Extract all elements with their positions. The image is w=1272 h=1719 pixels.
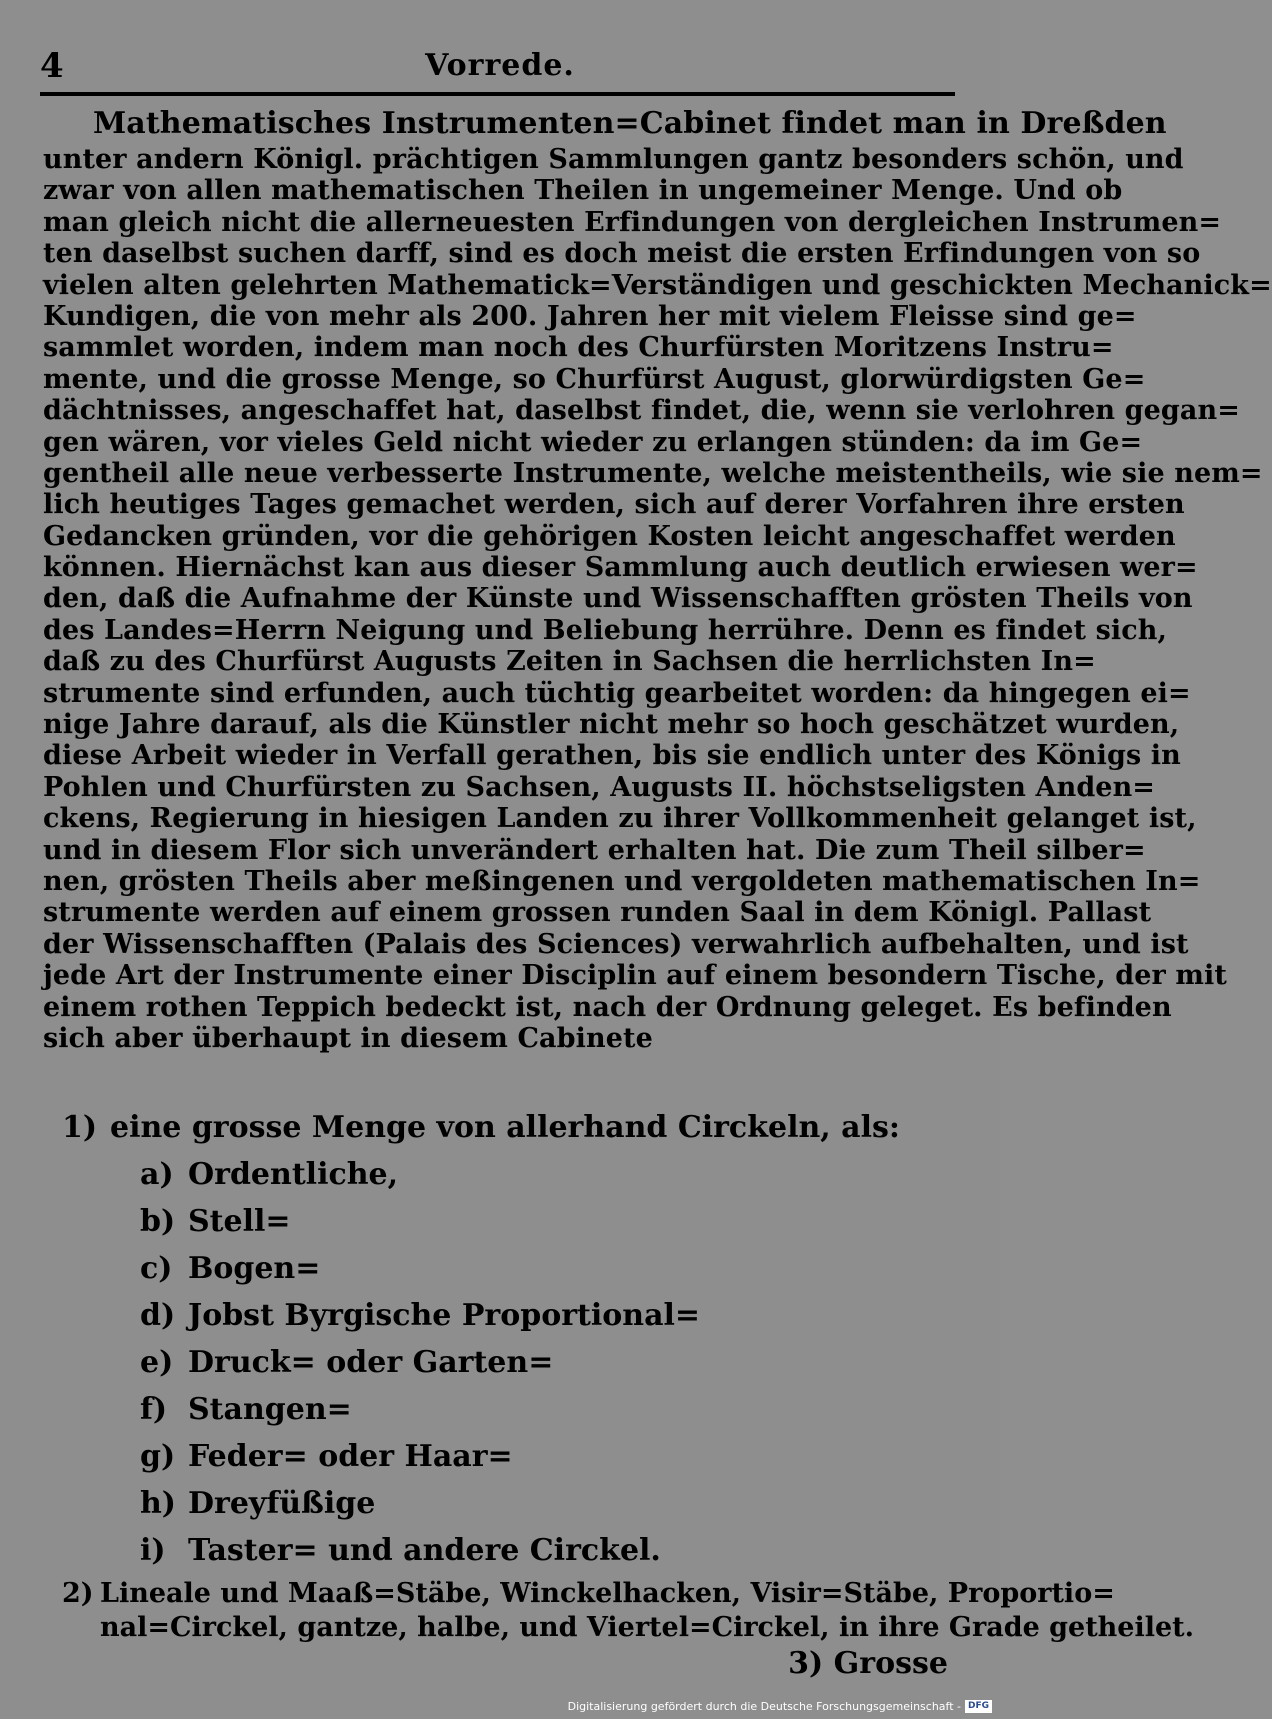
sub-item-b <box>140 1202 291 1242</box>
sub-item-text: Ordentliche, <box>188 1157 399 1192</box>
paragraph-line: zwar von allen mathematischen Theilen in ungemeiner Menge. Und ob <box>43 175 1123 207</box>
paragraph-line: dächtnisses, angeschaffet hat, daselbst findet, die, wenn sie verlohren gegan= <box>43 395 1240 427</box>
sub-item-a <box>140 1155 398 1195</box>
paragraph-line: und in diesem Flor sich unverändert erhalten hat. Die zum Theil silber= <box>43 834 1146 866</box>
sub-item-text: Jobst Byrgische Proportional= <box>188 1298 701 1333</box>
paragraph-line: können. Hiernächst kan aus dieser Sammlung auch deutlich erwiesen wer= <box>43 552 1198 584</box>
sub-marker: g) <box>140 1439 176 1474</box>
list-item-text-line2: nal=Circkel, gantze, halbe, und Viertel=Circkel, in ihre Grade getheilet. <box>100 1612 1195 1643</box>
sub-marker: i) <box>140 1533 166 1568</box>
sub-item-e <box>140 1343 553 1383</box>
paragraph-line: ckens, Regierung in hiesigen Landen zu ihrer Vollkommenheit gelanget ist, <box>43 803 1197 835</box>
paragraph-line: strumente werden auf einem grossen runden Saal in dem Königl. Pallast <box>43 897 1152 929</box>
page-number: 4 <box>40 46 64 86</box>
sub-item-f <box>140 1390 352 1430</box>
paragraph-line: daß zu des Churfürst Augusts Zeiten in Sachsen die herrlichsten In= <box>43 646 1096 678</box>
paragraph-line: lich heutiges Tages gemachet werden, sich auf derer Vorfahren ihre ersten <box>43 489 1185 521</box>
footer-text: Digitalisierung gefördert durch die Deutsche Forschungsgemeinschaft - <box>567 1700 961 1713</box>
sub-item-text: Bogen= <box>188 1251 321 1286</box>
dfg-logo: DFG <box>965 1700 992 1713</box>
sub-marker: d) <box>140 1298 176 1333</box>
paragraph-line: Mathematisches Instrumenten=Cabinet findet man in Dreßden <box>93 106 1167 141</box>
sub-item-h <box>140 1484 375 1524</box>
paragraph-line: nen, grösten Theils aber meßingenen und vergoldeten mathematischen In= <box>43 865 1201 897</box>
paragraph-line: Gedancken gründen, vor die gehörigen Kosten leicht angeschaffet werden <box>43 520 1176 552</box>
paragraph-line: man gleich nicht die allerneuesten Erfindungen von dergleichen Instrumen= <box>43 206 1222 238</box>
catchword: 3) Grosse <box>788 1646 948 1681</box>
paragraph-line: sich aber überhaupt in diesem Cabinete <box>43 1022 653 1054</box>
running-title: Vorrede. <box>425 48 575 83</box>
paragraph-line: diese Arbeit wieder in Verfall gerathen, bis sie endlich unter des Königs in <box>43 740 1181 772</box>
sub-item-c <box>140 1249 320 1289</box>
list-item-text: eine grosse Menge von allerhand Circkeln, als: <box>110 1110 900 1145</box>
digitization-footer <box>568 1700 992 1713</box>
body-paragraph <box>43 104 1272 1054</box>
header-rule <box>40 92 955 96</box>
sub-marker: f) <box>140 1392 168 1427</box>
sub-item-text: Feder= oder Haar= <box>188 1439 513 1474</box>
paragraph-line: jede Art der Instrumente einer Disciplin auf einem besondern Tische, der mit <box>43 960 1227 992</box>
paragraph-line: vielen alten gelehrten Mathematick=Verständigen und geschickten Mechanick= <box>43 269 1272 301</box>
paragraph-line: gentheil alle neue verbesserte Instrumente, welche meistentheils, wie sie nem= <box>43 457 1263 489</box>
sub-marker: c) <box>140 1251 173 1286</box>
paragraph-line: gen wären, vor vieles Geld nicht wieder zu erlangen stünden: da im Ge= <box>43 426 1143 458</box>
list-item-2 <box>62 1577 1195 1645</box>
sub-marker: b) <box>140 1204 176 1239</box>
sub-marker: a) <box>140 1157 174 1192</box>
list-marker: 1) <box>62 1110 98 1145</box>
list-item-text-line1: Lineale und Maaß=Stäbe, Winckelhacken, Visir=Stäbe, Proportio= <box>100 1578 1115 1609</box>
list-item-1 <box>62 1108 900 1148</box>
sub-item-i <box>140 1531 661 1571</box>
paragraph-line: mente, und die grosse Menge, so Churfürst August, glorwürdigsten Ge= <box>43 363 1146 395</box>
paragraph-line: nige Jahre darauf, als die Künstler nicht mehr so hoch geschätzet wurden, <box>43 709 1180 741</box>
sub-item-g <box>140 1437 513 1477</box>
sub-item-text: Dreyfüßige <box>188 1486 376 1521</box>
sub-item-text: Taster= und andere Circkel. <box>188 1533 661 1568</box>
paragraph-line: ten daselbst suchen darff, sind es doch meist die ersten Erfindungen von so <box>43 238 1201 270</box>
paragraph-line: sammlet worden, indem man noch des Churfürsten Moritzens Instru= <box>43 332 1114 364</box>
page-header <box>40 46 960 86</box>
sub-item-d <box>140 1296 700 1336</box>
sub-marker: h) <box>140 1486 177 1521</box>
list-marker: 2) <box>62 1578 94 1609</box>
paragraph-line: den, daß die Aufnahme der Künste und Wissenschafften grösten Theils von <box>43 583 1193 615</box>
paragraph-line: Kundigen, die von mehr als 200. Jahren her mit vielem Fleisse sind ge= <box>43 300 1137 332</box>
paragraph-line: einem rothen Teppich bedeckt ist, nach der Ordnung geleget. Es befinden <box>43 991 1172 1023</box>
paragraph-line: der Wissenschafften (Palais des Sciences) verwahrlich aufbehalten, und ist <box>43 928 1189 960</box>
paragraph-line: unter andern Königl. prächtigen Sammlungen gantz besonders schön, und <box>43 144 1184 175</box>
sub-item-text: Stangen= <box>188 1392 352 1427</box>
paragraph-line: strumente sind erfunden, auch tüchtig gearbeitet worden: da hingegen ei= <box>43 677 1191 709</box>
sub-marker: e) <box>140 1345 174 1380</box>
paragraph-line: des Landes=Herrn Neigung und Beliebung herrühre. Denn es findet sich, <box>43 614 1168 646</box>
paragraph-line: Pohlen und Churfürsten zu Sachsen, Augusts II. höchstseligsten Anden= <box>43 771 1156 803</box>
sub-item-text: Stell= <box>188 1204 291 1239</box>
sub-item-text: Druck= oder Garten= <box>188 1345 554 1380</box>
